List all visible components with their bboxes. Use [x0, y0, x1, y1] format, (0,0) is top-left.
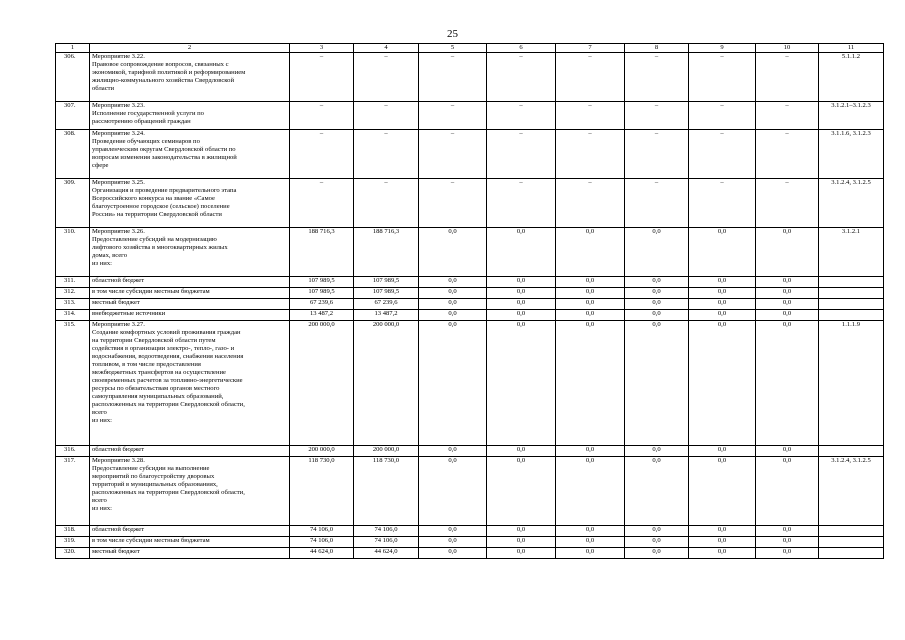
column-header: 9 — [689, 44, 756, 53]
activity-description — [90, 321, 290, 446]
value-cell: – — [290, 102, 354, 130]
value-cell: 0,0 — [625, 321, 689, 446]
value-cell: 0,0 — [419, 299, 487, 310]
description-line: на территории Свердловской области путем — [92, 337, 216, 344]
activity-description — [90, 537, 290, 548]
row-number: 311. — [56, 277, 90, 288]
value-cell: 74 106,0 — [290, 526, 354, 537]
value-cell: 107 989,5 — [354, 277, 419, 288]
description-line: России» на территории Свердловской области — [92, 211, 222, 218]
value-cell: – — [419, 102, 487, 130]
value-cell: 74 106,0 — [290, 537, 354, 548]
target-indicator-code — [819, 526, 884, 537]
description-line: Мероприятие 3.23. — [92, 102, 145, 109]
description-line: сфере — [92, 162, 109, 169]
value-cell: 0,0 — [689, 526, 756, 537]
value-cell: – — [556, 102, 625, 130]
value-cell: 118 730,0 — [290, 457, 354, 526]
row-number: 312. — [56, 288, 90, 299]
value-cell: 0,0 — [419, 277, 487, 288]
value-cell: – — [487, 53, 556, 102]
value-cell: 0,0 — [625, 526, 689, 537]
target-indicator-code: 1.1.1.9 — [819, 321, 884, 446]
value-cell: 0,0 — [625, 299, 689, 310]
value-cell: 0,0 — [419, 548, 487, 559]
description-line: рассмотрению обращений граждан — [92, 118, 191, 125]
table-row — [56, 321, 884, 446]
column-header: 11 — [819, 44, 884, 53]
table-row — [56, 457, 884, 526]
column-header: 10 — [756, 44, 819, 53]
value-cell: 0,0 — [689, 288, 756, 299]
value-cell: 0,0 — [556, 277, 625, 288]
column-header: 1 — [56, 44, 90, 53]
description-line: Предоставление субсидий на модернизацию — [92, 236, 217, 243]
value-cell: – — [354, 179, 419, 228]
value-cell: 0,0 — [556, 321, 625, 446]
description-line: Мероприятие 3.25. — [92, 179, 145, 186]
value-cell: 0,0 — [419, 310, 487, 321]
value-cell: – — [487, 179, 556, 228]
activity-description — [90, 526, 290, 537]
target-indicator-code: 3.1.2.1–3.1.2.3 — [819, 102, 884, 130]
value-cell: – — [625, 130, 689, 179]
description-line: Мероприятие 3.28. — [92, 457, 145, 464]
value-cell: 0,0 — [419, 537, 487, 548]
activity-description — [90, 299, 290, 310]
value-cell: 0,0 — [419, 288, 487, 299]
value-cell: 0,0 — [689, 321, 756, 446]
description-line: территорий в муниципальных образованиях, — [92, 481, 218, 488]
description-line: своевременных расчетов за топливно-энергетические — [92, 377, 243, 384]
value-cell: 0,0 — [556, 228, 625, 277]
description-line: благоустроенное городское (сельское) поселение — [92, 203, 230, 210]
description-line: жилищно-коммунального хозяйства Свердловской — [92, 77, 234, 84]
column-header: 4 — [354, 44, 419, 53]
value-cell: 200 000,0 — [290, 446, 354, 457]
value-cell: 0,0 — [487, 537, 556, 548]
table-row — [56, 526, 884, 537]
value-cell: 0,0 — [756, 288, 819, 299]
description-line: водоснабжения, водоотведения, снабжения населения — [92, 353, 244, 360]
description-line: областной бюджет — [92, 526, 145, 533]
value-cell: 0,0 — [689, 446, 756, 457]
value-cell: – — [625, 102, 689, 130]
program-activities-table — [55, 43, 884, 559]
activity-description — [90, 288, 290, 299]
description-line: из них: — [92, 505, 112, 512]
description-line: внебюджетные источники — [92, 310, 166, 317]
value-cell: 0,0 — [689, 299, 756, 310]
description-line: расположенных на территории Свердловской области, — [92, 489, 245, 496]
value-cell: 0,0 — [556, 299, 625, 310]
value-cell: – — [354, 130, 419, 179]
value-cell: 0,0 — [487, 457, 556, 526]
table-row — [56, 228, 884, 277]
target-indicator-code — [819, 299, 884, 310]
value-cell: 0,0 — [625, 228, 689, 277]
value-cell: 0,0 — [689, 457, 756, 526]
value-cell: 0,0 — [625, 457, 689, 526]
description-line: из них: — [92, 260, 112, 267]
activity-description — [90, 228, 290, 277]
row-number: 313. — [56, 299, 90, 310]
activity-description — [90, 310, 290, 321]
table-row — [56, 446, 884, 457]
table-row — [56, 130, 884, 179]
row-number: 307. — [56, 102, 90, 130]
value-cell: 0,0 — [556, 548, 625, 559]
description-line: самоуправления муниципальных образований, — [92, 393, 224, 400]
row-number: 316. — [56, 446, 90, 457]
value-cell: 13 487,2 — [354, 310, 419, 321]
row-number: 320. — [56, 548, 90, 559]
table-row — [56, 179, 884, 228]
value-cell: – — [354, 102, 419, 130]
value-cell: 0,0 — [487, 526, 556, 537]
value-cell: – — [556, 179, 625, 228]
value-cell: 0,0 — [556, 537, 625, 548]
value-cell: – — [556, 53, 625, 102]
row-number: 306. — [56, 53, 90, 102]
value-cell: 74 106,0 — [354, 526, 419, 537]
value-cell: – — [625, 53, 689, 102]
target-indicator-code: 5.1.1.2 — [819, 53, 884, 102]
value-cell: 0,0 — [487, 288, 556, 299]
target-indicator-code: 3.1.2.4, 3.1.2.5 — [819, 457, 884, 526]
table-row — [56, 53, 884, 102]
activity-description — [90, 179, 290, 228]
value-cell: – — [689, 102, 756, 130]
activity-description — [90, 102, 290, 130]
description-line: областной бюджет — [92, 446, 145, 453]
value-cell: 0,0 — [625, 288, 689, 299]
target-indicator-code: 3.1.1.6, 3.1.2.3 — [819, 130, 884, 179]
value-cell: 67 239,6 — [290, 299, 354, 310]
table-row — [56, 548, 884, 559]
column-header: 8 — [625, 44, 689, 53]
value-cell: – — [756, 102, 819, 130]
description-line: Проведение обучающих семинаров по — [92, 138, 200, 145]
value-cell: – — [556, 130, 625, 179]
description-line: домах, всего — [92, 252, 128, 259]
value-cell: 0,0 — [487, 277, 556, 288]
description-line: ресурсы по обязательствам органов местного — [92, 385, 220, 392]
value-cell: – — [625, 179, 689, 228]
value-cell: 200 000,0 — [354, 321, 419, 446]
value-cell: 0,0 — [689, 277, 756, 288]
target-indicator-code — [819, 277, 884, 288]
row-number: 318. — [56, 526, 90, 537]
value-cell: 0,0 — [756, 537, 819, 548]
activity-description — [90, 446, 290, 457]
value-cell: 74 106,0 — [354, 537, 419, 548]
value-cell: 0,0 — [625, 537, 689, 548]
target-indicator-code — [819, 288, 884, 299]
description-line: Мероприятие 3.27. — [92, 321, 145, 328]
row-number: 317. — [56, 457, 90, 526]
description-line: мероприятий по благоустройству дворовых — [92, 473, 215, 480]
value-cell: 0,0 — [556, 526, 625, 537]
table-row — [56, 277, 884, 288]
activity-description — [90, 130, 290, 179]
value-cell: 0,0 — [419, 228, 487, 277]
description-line: управленческим округам Свердловской области по — [92, 146, 236, 153]
description-line: в том числе субсидии местным бюджетам — [92, 537, 210, 544]
column-header: 6 — [487, 44, 556, 53]
activity-description — [90, 548, 290, 559]
target-indicator-code — [819, 548, 884, 559]
value-cell: 200 000,0 — [290, 321, 354, 446]
value-cell: – — [290, 130, 354, 179]
table-row — [56, 288, 884, 299]
description-line: Создание комфортных условий проживания граждан — [92, 329, 241, 336]
page-number: 25 — [447, 28, 458, 40]
column-header: 2 — [90, 44, 290, 53]
value-cell: 0,0 — [756, 446, 819, 457]
value-cell: 0,0 — [756, 457, 819, 526]
row-number: 315. — [56, 321, 90, 446]
description-line: Правовое сопровождение вопросов, связанных с — [92, 61, 229, 68]
value-cell: 0,0 — [625, 310, 689, 321]
value-cell: 0,0 — [419, 526, 487, 537]
value-cell: – — [487, 102, 556, 130]
value-cell: 200 000,0 — [354, 446, 419, 457]
value-cell: 188 716,3 — [354, 228, 419, 277]
description-line: экономикой, тарифной политикой и реформированием — [92, 69, 246, 76]
value-cell: 118 730,0 — [354, 457, 419, 526]
table-row — [56, 102, 884, 130]
value-cell: – — [354, 53, 419, 102]
table-row — [56, 537, 884, 548]
value-cell: – — [756, 130, 819, 179]
value-cell: 0,0 — [625, 277, 689, 288]
description-line: местный бюджет — [92, 299, 140, 306]
description-line: Мероприятие 3.24. — [92, 130, 145, 137]
column-header: 3 — [290, 44, 354, 53]
description-line: всего — [92, 409, 107, 416]
description-line: топливом, в том числе предоставления — [92, 361, 201, 368]
target-indicator-code — [819, 310, 884, 321]
value-cell: 0,0 — [487, 228, 556, 277]
value-cell: 0,0 — [419, 457, 487, 526]
value-cell: – — [290, 53, 354, 102]
value-cell: 0,0 — [419, 446, 487, 457]
table-body — [56, 53, 884, 559]
description-line: всего — [92, 497, 107, 504]
description-line: из них: — [92, 417, 112, 424]
column-header: 5 — [419, 44, 487, 53]
value-cell: 0,0 — [689, 228, 756, 277]
value-cell: 0,0 — [756, 321, 819, 446]
value-cell: 0,0 — [756, 548, 819, 559]
description-line: вопросам изменения законодательства в жилищной — [92, 154, 237, 161]
value-cell: 107 989,5 — [290, 288, 354, 299]
value-cell: – — [419, 130, 487, 179]
value-cell: 0,0 — [689, 548, 756, 559]
value-cell: – — [419, 179, 487, 228]
value-cell: – — [290, 179, 354, 228]
value-cell: 0,0 — [556, 446, 625, 457]
value-cell: 0,0 — [756, 299, 819, 310]
value-cell: 67 239,6 — [354, 299, 419, 310]
description-line: межбюджетных трансфертов на осуществление — [92, 369, 226, 376]
value-cell: 0,0 — [487, 310, 556, 321]
table-row — [56, 310, 884, 321]
description-line: Мероприятие 3.26. — [92, 228, 145, 235]
row-number: 308. — [56, 130, 90, 179]
value-cell: 0,0 — [487, 548, 556, 559]
description-line: местный бюджет — [92, 548, 140, 555]
value-cell: 0,0 — [556, 457, 625, 526]
activity-description — [90, 277, 290, 288]
value-cell: 0,0 — [756, 526, 819, 537]
value-cell: 188 716,3 — [290, 228, 354, 277]
description-line: Мероприятие 3.22. — [92, 53, 145, 60]
description-line: области — [92, 85, 115, 92]
description-line: областной бюджет — [92, 277, 145, 284]
target-indicator-code: 3.1.2.1 — [819, 228, 884, 277]
value-cell: – — [689, 130, 756, 179]
column-header-row — [56, 44, 884, 53]
table-row — [56, 299, 884, 310]
value-cell: 0,0 — [487, 299, 556, 310]
column-header: 7 — [556, 44, 625, 53]
value-cell: 0,0 — [419, 321, 487, 446]
value-cell: 13 487,2 — [290, 310, 354, 321]
value-cell: 0,0 — [487, 321, 556, 446]
description-line: Организация и проведение предварительного этапа — [92, 187, 237, 194]
value-cell: 0,0 — [487, 446, 556, 457]
row-number: 310. — [56, 228, 90, 277]
value-cell: 0,0 — [625, 446, 689, 457]
description-line: Всероссийского конкурса на звание «Самое — [92, 195, 215, 202]
description-line: расположенных на территории Свердловской области, — [92, 401, 245, 408]
activity-description — [90, 457, 290, 526]
description-line: Исполнение государственной услуги по — [92, 110, 204, 117]
value-cell: 0,0 — [756, 228, 819, 277]
value-cell: 107 989,5 — [354, 288, 419, 299]
value-cell: – — [689, 53, 756, 102]
value-cell: 0,0 — [756, 310, 819, 321]
activity-description — [90, 53, 290, 102]
value-cell: – — [756, 53, 819, 102]
value-cell: 44 624,0 — [290, 548, 354, 559]
value-cell: 0,0 — [689, 310, 756, 321]
value-cell: – — [756, 179, 819, 228]
value-cell: 44 624,0 — [354, 548, 419, 559]
target-indicator-code: 3.1.2.4, 3.1.2.5 — [819, 179, 884, 228]
description-line: содействия в организации электро-, тепло-, газо- и — [92, 345, 235, 352]
value-cell: 0,0 — [689, 537, 756, 548]
row-number: 314. — [56, 310, 90, 321]
description-line: в том числе субсидии местным бюджетам — [92, 288, 210, 295]
description-line: лифтового хозяйства в многоквартирных жилых — [92, 244, 228, 251]
value-cell: – — [487, 130, 556, 179]
value-cell: 0,0 — [556, 310, 625, 321]
target-indicator-code — [819, 446, 884, 457]
value-cell: 107 989,5 — [290, 277, 354, 288]
description-line: Предоставление субсидии на выполнение — [92, 465, 210, 472]
target-indicator-code — [819, 537, 884, 548]
value-cell: 0,0 — [556, 288, 625, 299]
value-cell: 0,0 — [625, 548, 689, 559]
value-cell: 0,0 — [756, 277, 819, 288]
row-number: 309. — [56, 179, 90, 228]
value-cell: – — [419, 53, 487, 102]
row-number: 319. — [56, 537, 90, 548]
value-cell: – — [689, 179, 756, 228]
